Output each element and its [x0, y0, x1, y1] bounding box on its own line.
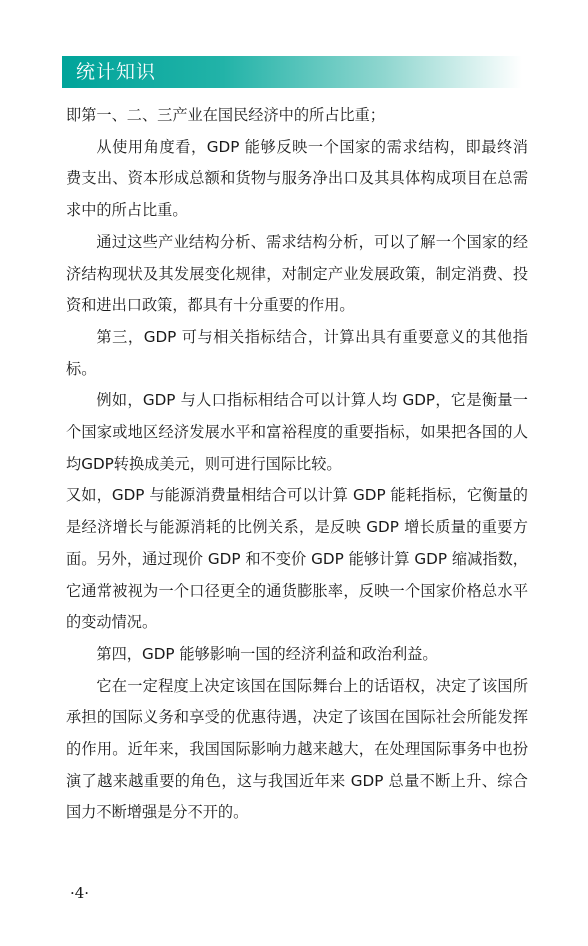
paragraph: 它在一定程度上决定该国在国际舞台上的话语权，决定了该国所承担的国际义务和享受的优惠待遇，决定了该国在国际社会所能发挥的作用。近年来，我国国际影响力越来越大，在处理国际事务中也扮演了越来越重要的角色，这与我国近年来 GDP 总量不断上升、综合国力不断增强是分不开的。 [66, 676, 528, 822]
paragraph: 即第一、二、三产业在国民经济中的所占比重； [66, 106, 385, 124]
section-title: 统计知识 [76, 61, 157, 83]
paragraph: 第三，GDP 可与相关指标结合，计算出具有重要意义的其他指标。 [66, 327, 528, 378]
paragraph: 第四，GDP 能够影响一国的经济利益和政治利益。 [96, 644, 438, 663]
paragraph: 例如，GDP 与人口指标相结合可以计算人均 GDP，它是衡量一个国家或地区经济发展水平和富裕程度的重要指标，如果把各国的人均GDP转换成美元，则可进行国际比较。 [66, 391, 528, 473]
paragraph: 通过这些产业结构分析、需求结构分析，可以了解一个国家的经济结构现状及其发展变化规律，对制定产业发展政策，制定消费、投资和进出口政策，都具有十分重要的作用。 [66, 232, 528, 315]
body-text [66, 100, 528, 829]
paragraph: 又如，GDP 与能源消费量相结合可以计算 GDP 能耗指标，它衡量的是经济增长与能源消耗的比例关系，是反映 GDP 增长质量的重要方面。另外，通过现价 GDP 和不变价 GDP 能够计算 GDP 缩减指数，它通常被视为一个口径更全的通货膨胀率，反映一个国家价格总水平的变动情况。 [66, 486, 528, 632]
page-number: ·4· [70, 884, 90, 902]
section-header-bar [62, 56, 522, 88]
paragraph: 从使用角度看，GDP 能够反映一个国家的需求结构，即最终消费支出、资本形成总额和货物与服务净出口及其具体构成项目在总需求中的所占比重。 [66, 137, 528, 220]
